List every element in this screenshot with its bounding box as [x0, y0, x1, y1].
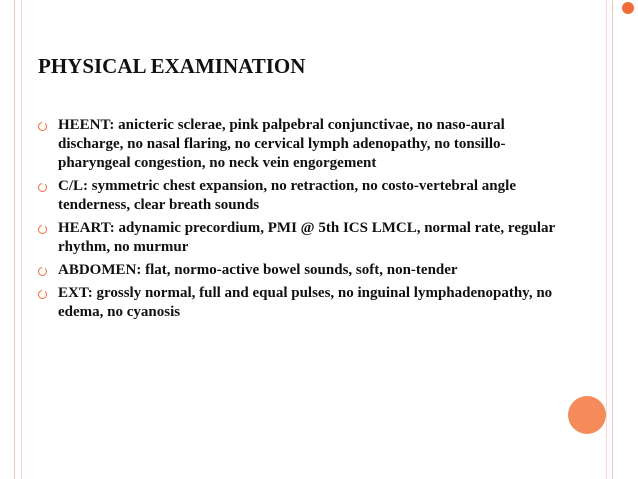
slide-title: PHYSICAL EXAMINATION: [38, 54, 306, 78]
bullet-circle-icon: [38, 183, 47, 192]
bullet-heent: [38, 116, 568, 173]
frame-line-right: [606, 0, 607, 479]
bullet-text: ABDOMEN: flat, normo-active bowel sounds, soft, non-tender: [58, 262, 458, 278]
bullet-text: HEENT: anicteric sclerae, pink palpebral conjunctivae, no naso-aural discharge, no nasal flaring, no cervical lymph adenopathy, no tonsillo-pharyngeal congestion, no neck vein engorgement: [58, 117, 506, 171]
bullet-circle-icon: [38, 122, 47, 131]
bullet-heart: [38, 219, 568, 257]
bullet-chest-lungs: [38, 177, 568, 215]
bullet-abdomen: [38, 261, 568, 280]
bullet-text: EXT: grossly normal, full and equal pulses, no inguinal lymphadenopathy, no edema, no cyanosis: [58, 285, 553, 320]
bullet-list: [38, 116, 568, 326]
bullet-circle-icon: [38, 290, 47, 299]
frame-line-left: [21, 0, 22, 479]
decorative-dot-bottom: [568, 396, 606, 434]
bullet-circle-icon: [38, 267, 47, 276]
bullet-extremities: [38, 284, 568, 322]
bullet-text: HEART: adynamic precordium, PMI @ 5th ICS LMCL, normal rate, regular rhythm, no murmur: [58, 220, 555, 255]
bullet-text: C/L: symmetric chest expansion, no retraction, no costo-vertebral angle tenderness, clear breath sounds: [58, 178, 516, 213]
decorative-dot-top: [622, 2, 634, 14]
bullet-circle-icon: [38, 225, 47, 234]
